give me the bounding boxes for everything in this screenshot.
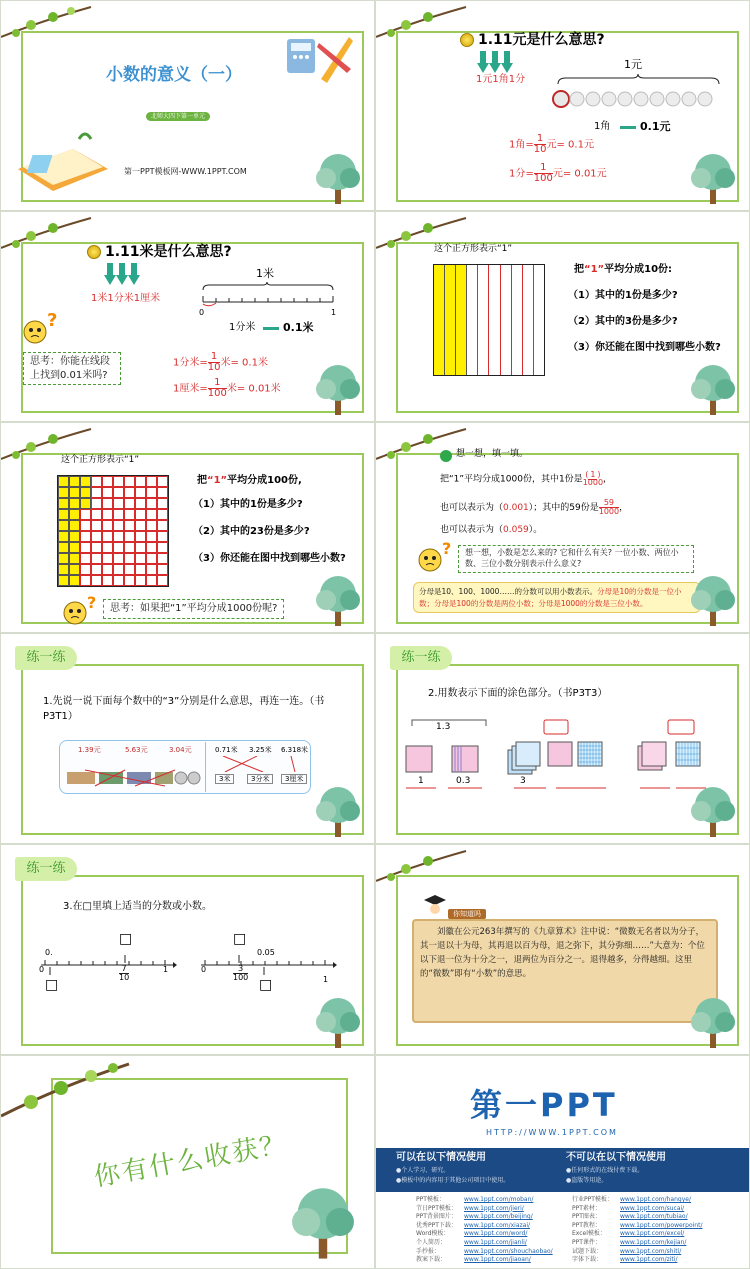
links-right-list <box>572 1196 747 1265</box>
hundredth-cell <box>58 542 69 553</box>
slide-8[interactable] <box>375 633 750 844</box>
thinking-face-icon <box>23 320 47 344</box>
resource-label: PPT模板： <box>416 1196 445 1203</box>
hundredth-cell <box>146 542 157 553</box>
resource-label: Excel模板： <box>572 1230 606 1238</box>
hundredth-cell <box>124 520 135 531</box>
slide-4[interactable] <box>375 211 750 422</box>
slide-12[interactable] <box>375 1055 750 1269</box>
hundredth-cell <box>80 509 91 520</box>
thinking-face-icon <box>418 548 442 572</box>
square-caption: 这个正方形表示“1” <box>61 455 140 465</box>
hundredth-cell <box>58 575 69 586</box>
resource-url[interactable]: www.1ppt.com/hangye/ <box>620 1196 691 1203</box>
resource-label: 手抄报： <box>416 1247 441 1255</box>
resource-url[interactable]: www.1ppt.com/shouchaobao/ <box>464 1247 553 1255</box>
resource-label: 教案下载： <box>416 1256 447 1264</box>
label-0-3: 0.3 <box>456 776 471 786</box>
hundredth-cell <box>80 476 91 487</box>
hundredth-cell <box>58 564 69 575</box>
hundredth-cell <box>91 553 102 564</box>
hundredth-cell <box>69 476 80 487</box>
hundredth-cell <box>113 498 124 509</box>
meter-value-3: 6.318米 <box>281 746 309 754</box>
hundredth-cell <box>124 575 135 586</box>
tree-decoration <box>306 994 370 1050</box>
tree-decoration <box>306 572 370 628</box>
hundredth-cell <box>113 509 124 520</box>
resource-label: PPT素材： <box>572 1204 601 1212</box>
slide-3[interactable] <box>0 211 375 422</box>
thinking-face-icon <box>63 601 87 625</box>
line-1: 把“1”平均分成1000份，其中1份是 ( 1 ) 1000 ， <box>440 470 613 487</box>
hundredth-cell <box>69 542 80 553</box>
tree-decoration <box>306 150 370 206</box>
scale-brace <box>556 73 721 85</box>
resource-link-row[interactable] <box>416 1248 566 1257</box>
slide-1[interactable] <box>0 0 375 211</box>
tenth-strip <box>534 265 544 375</box>
hundredth-cell <box>157 575 168 586</box>
hundredth-cell <box>58 553 69 564</box>
scale-label: 1米 <box>256 267 274 280</box>
hundredth-cell <box>80 520 91 531</box>
resource-url[interactable]: www.1ppt.com/excel/ <box>620 1230 685 1238</box>
hundredth-cell <box>91 531 102 542</box>
branch-decoration <box>1 1 93 43</box>
hundredth-cell <box>113 531 124 542</box>
tenths-square <box>433 264 545 376</box>
question-3: （3）你还能在图中找到哪些小数? <box>568 342 721 353</box>
hundredth-cell <box>69 498 80 509</box>
stationery-illustration <box>281 29 353 85</box>
tenth-strip <box>478 265 489 375</box>
label-3: 3 <box>520 776 526 786</box>
task-text: 1.先说一说下面每个数中的“3”分别是什么意思，再连一连。（书P3T1） <box>43 696 325 722</box>
tenth-strip <box>434 265 445 375</box>
scholar-cap-icon <box>424 893 446 915</box>
tenth-strip <box>512 265 523 375</box>
hundredth-cell <box>58 487 69 498</box>
hundredth-cell <box>58 498 69 509</box>
resource-url[interactable]: www.1ppt.com/sucai/ <box>620 1204 685 1212</box>
cannot-use-title: 不可以在以下情况使用 <box>566 1152 666 1163</box>
intro-line: 把“1”平均分成100份, <box>197 475 302 486</box>
hundredth-cell <box>102 542 113 553</box>
hundredth-cell <box>102 553 113 564</box>
question-title: 1.11元是什么意思? <box>478 32 605 48</box>
hundredth-cell <box>91 575 102 586</box>
hundredth-cell <box>157 476 168 487</box>
can-use-title: 可以在以下情况使用 <box>396 1152 486 1163</box>
panel-divider <box>205 742 206 792</box>
hundredth-cell <box>102 487 113 498</box>
hundredth-cell <box>135 531 146 542</box>
practice-badge: 练一练 <box>15 857 77 881</box>
resource-link-row[interactable] <box>572 1248 747 1257</box>
hundredth-cell <box>157 487 168 498</box>
hundredth-cell <box>124 509 135 520</box>
tenth-strip <box>467 265 478 375</box>
meter-ruler <box>199 282 339 308</box>
hundredth-cell <box>124 553 135 564</box>
label-1: 1 <box>418 776 424 786</box>
tenth-strip <box>445 265 456 375</box>
resource-url[interactable]: www.1ppt.com/jianli/ <box>464 1238 527 1246</box>
slide-7[interactable] <box>0 633 375 844</box>
summary-box: 分母是10、100、1000……的分数可以用小数表示。分母是10的分数是一位小数；分母是100的分数是两位小数；分母是1000的分数是三位小数。 <box>413 582 701 613</box>
brand-logo: 第一PPT <box>470 1086 618 1124</box>
resource-link-row[interactable] <box>416 1239 566 1248</box>
question-3: （3）你还能在图中找到哪些小数? <box>193 553 346 564</box>
match-lines <box>213 756 309 772</box>
resource-label: 试题下载： <box>572 1247 603 1255</box>
hundredth-cell <box>135 542 146 553</box>
resource-url[interactable]: www.1ppt.com/jiaoan/ <box>464 1256 531 1264</box>
number-line-1 <box>37 955 177 975</box>
resource-link-row[interactable] <box>572 1230 747 1239</box>
hundredth-cell <box>113 487 124 498</box>
hundredth-cell <box>58 509 69 520</box>
hundredth-cell <box>69 531 80 542</box>
tenth-strip <box>523 265 534 375</box>
hundredth-cell <box>69 520 80 531</box>
resource-link-row[interactable] <box>416 1230 566 1239</box>
tree-decoration <box>681 572 745 628</box>
hundredth-cell <box>58 520 69 531</box>
resource-label: PPT背景图片： <box>416 1213 457 1221</box>
line1-top-label: 0. <box>45 948 53 957</box>
hundredth-cell <box>157 542 168 553</box>
book-illustration <box>13 129 113 199</box>
resource-link-row[interactable] <box>572 1196 747 1205</box>
down-arrows-icon <box>103 263 143 285</box>
resource-label: 个人简历： <box>416 1238 447 1246</box>
hundredth-cell <box>69 575 80 586</box>
think-box: 思考：如果把“1”平均分成1000份呢? <box>103 599 284 619</box>
breakdown-label: 1米1分米1厘米 <box>91 293 161 304</box>
resource-label: 节日PPT模板： <box>416 1204 457 1212</box>
hundredth-cell <box>102 520 113 531</box>
hundredth-cell <box>135 509 146 520</box>
scale-label: 1元 <box>624 58 642 71</box>
hundredth-cell <box>124 487 135 498</box>
resource-link-row[interactable] <box>572 1213 747 1222</box>
slide-6[interactable] <box>375 422 750 633</box>
hundredth-cell <box>135 498 146 509</box>
hundredth-cell <box>91 498 102 509</box>
section-heading: 想一想，填一填。 <box>456 449 529 459</box>
question-mark-icon: ? <box>47 310 58 331</box>
hundredth-cell <box>146 487 157 498</box>
hundredth-cell <box>102 575 113 586</box>
hundredth-cell <box>91 509 102 520</box>
hundredth-cell <box>113 520 124 531</box>
tenth-strip <box>456 265 467 375</box>
did-you-know-banner: 你知道吗 <box>448 909 486 919</box>
hundredths-square <box>57 475 169 587</box>
box-top-2[interactable]: □ <box>233 931 247 947</box>
equation-2: 1分= $\frac{1}{100}$ 元= 0.01元 <box>509 162 607 184</box>
line2-one: 1 <box>323 975 329 984</box>
brand-url[interactable]: HTTP://WWW.1PPT.COM <box>486 1128 618 1137</box>
money-value-3: 3.04元 <box>169 746 192 754</box>
lesson-subtitle: 北师大四下第一单元 <box>146 112 210 121</box>
unit-box-3: 3厘米 <box>281 774 307 784</box>
links-left-list <box>416 1196 566 1265</box>
line1-fraction: $\frac{7}{10}$ <box>119 964 130 982</box>
arrow-icon <box>263 327 279 330</box>
resource-url[interactable]: www.1ppt.com/kejian/ <box>620 1238 687 1246</box>
practice-badge: 练一练 <box>15 646 77 670</box>
resource-label: Word模板： <box>416 1230 450 1238</box>
resource-url[interactable]: www.1ppt.com/beijing/ <box>464 1213 533 1221</box>
money-pictures <box>65 768 201 788</box>
lesson-title: 小数的意义（一） <box>106 65 242 85</box>
meter-value-2: 3.25米 <box>249 746 272 754</box>
slide-2[interactable] <box>375 0 750 211</box>
hundredth-cell <box>135 476 146 487</box>
breakdown-label: 1元1角1分 <box>476 74 526 85</box>
think-box: 思考：你能在线段上找到0.01米吗? <box>23 352 121 385</box>
question-mark-icon: ? <box>87 593 97 612</box>
hundredth-cell <box>157 520 168 531</box>
hundredth-cell <box>157 531 168 542</box>
tenth-strip <box>489 265 500 375</box>
unit-box-2: 3分米 <box>247 774 273 784</box>
resource-link-row[interactable] <box>416 1196 566 1205</box>
hundredth-cell <box>69 553 80 564</box>
hundredth-cell <box>124 498 135 509</box>
hundredth-cell <box>91 476 102 487</box>
branch-decoration <box>376 1 468 43</box>
can-use-item-1: ●个人学习、研究。 <box>396 1167 450 1174</box>
think-box: 想一想，小数是怎么来的? 它和什么有关? 一位小数、两位小数、三位小数分别表示什么意义? <box>458 545 694 573</box>
cannot-use-item-1: ●任何形式的在线付费下载。 <box>566 1167 644 1174</box>
hundredth-cell <box>146 509 157 520</box>
hundredth-cell <box>146 531 157 542</box>
resource-label: PPT课件： <box>572 1238 601 1246</box>
hundredth-cell <box>146 498 157 509</box>
question-2: （2）其中的3份是多少? <box>568 316 678 327</box>
hundredth-cell <box>146 476 157 487</box>
dm-prefix: 1分米 <box>229 322 256 333</box>
hundredth-cell <box>135 487 146 498</box>
money-value-1: 1.39元 <box>78 746 101 754</box>
line2-zero: 0 <box>201 965 207 974</box>
resource-link-row[interactable] <box>572 1256 747 1265</box>
hundredth-cell <box>102 564 113 575</box>
tree-decoration <box>306 361 370 417</box>
hundredth-cell <box>146 564 157 575</box>
hundredth-cell <box>91 542 102 553</box>
question-mark-icon: ? <box>442 539 452 558</box>
equation-2: 1厘米= $\frac{1}{100}$ 米= 0.01米 <box>173 377 281 399</box>
hundredth-cell <box>113 542 124 553</box>
hundredth-cell <box>113 476 124 487</box>
tree-decoration <box>681 150 745 206</box>
resource-url[interactable]: www.1ppt.com/moban/ <box>464 1196 534 1203</box>
slide-10[interactable] <box>375 844 750 1055</box>
meter-value-1: 0.71米 <box>215 746 238 754</box>
coin-bullet-icon <box>87 245 101 259</box>
question-1: （1）其中的1份是多少? <box>193 499 303 510</box>
jiao-prefix: 1角 <box>594 121 611 132</box>
equation-1: 1角= $\frac{1}{10}$ 元= 0.1元 <box>509 133 594 155</box>
hundredth-cell <box>102 509 113 520</box>
question-2: （2）其中的23份是多少? <box>193 526 310 537</box>
hundredth-cell <box>113 575 124 586</box>
task-text: 3.在□里填上适当的分数或小数。 <box>63 901 212 912</box>
hundredth-cell <box>146 553 157 564</box>
branch-decoration <box>376 845 468 887</box>
resource-link-row[interactable] <box>416 1213 566 1222</box>
tree-decoration <box>278 1182 368 1262</box>
hundredth-cell <box>80 542 91 553</box>
hundredth-cell <box>135 520 146 531</box>
resource-label: PPT图表： <box>572 1213 601 1221</box>
hundredth-cell <box>80 575 91 586</box>
hundredth-cell <box>135 553 146 564</box>
number-line-2 <box>197 955 337 975</box>
money-value-2: 5.63元 <box>125 746 148 754</box>
hundredth-cell <box>113 553 124 564</box>
hundredth-cell <box>91 564 102 575</box>
reflection-text: 你有什么收获？ <box>91 1129 291 1193</box>
resource-link-row[interactable] <box>416 1205 566 1214</box>
website-label: 第一PPT模板网-WWW.1PPT.COM <box>124 167 247 176</box>
practice-badge: 练一练 <box>390 646 452 670</box>
hundredth-cell <box>124 542 135 553</box>
resource-label: 行业PPT模板： <box>572 1196 613 1203</box>
slide-9[interactable] <box>0 844 375 1055</box>
hundredth-cell <box>102 498 113 509</box>
intro-line: 把“1”平均分成10份: <box>574 264 673 275</box>
hundredth-cell <box>135 575 146 586</box>
resource-label: 优秀PPT下载： <box>416 1221 457 1229</box>
hundredth-cell <box>58 476 69 487</box>
hundredth-cell <box>69 509 80 520</box>
line2-fraction: $\frac{3}{100}$ <box>233 964 249 982</box>
box-bottom-1[interactable]: □ <box>45 977 59 993</box>
question-1: （1）其中的1份是多少? <box>568 290 678 301</box>
question-title: 1.11米是什么意思? <box>105 244 232 260</box>
hundredth-cell <box>69 487 80 498</box>
hundredth-cell <box>157 564 168 575</box>
resource-url[interactable]: www.1ppt.com/xiazai/ <box>464 1221 531 1229</box>
box-top-1[interactable]: □ <box>119 931 133 947</box>
tree-decoration <box>306 783 370 839</box>
resource-label: PPT教程： <box>572 1221 601 1229</box>
line-3: 也可以表示为（0.059）。 <box>440 525 543 535</box>
tenth-strip <box>501 265 512 375</box>
hundredth-cell <box>157 509 168 520</box>
resource-link-row[interactable] <box>572 1205 747 1214</box>
resource-url[interactable]: www.1ppt.com/shiti/ <box>620 1247 682 1255</box>
hundredth-cell <box>80 498 91 509</box>
tick-0: 0 <box>199 308 205 317</box>
branch-decoration <box>1 1056 131 1126</box>
hundredth-cell <box>157 553 168 564</box>
hundredth-cell <box>69 564 80 575</box>
resource-url[interactable]: www.1ppt.com/word/ <box>464 1230 528 1238</box>
hundredth-cell <box>124 564 135 575</box>
hundredth-cell <box>80 487 91 498</box>
coin-bullet-icon <box>460 33 474 47</box>
line-2: 也可以表示为（0.001）；其中的59份是 $\frac{59}{1000}$ ， <box>440 498 629 516</box>
line1-zero: 0 <box>39 965 45 974</box>
line1-one: 1 <box>163 965 169 974</box>
resource-label: 字体下载： <box>572 1256 603 1264</box>
slide-5[interactable] <box>0 422 375 633</box>
task-text: 2.用数表示下面的涂色部分。（书P3T3） <box>428 688 608 699</box>
hundredth-cell <box>80 564 91 575</box>
label-top: 1.3 <box>436 722 451 732</box>
green-bullet-icon <box>440 450 452 462</box>
hundredth-cell <box>102 476 113 487</box>
jiao-value: 0.1元 <box>640 120 671 133</box>
square-caption: 这个正方形表示“1” <box>434 244 513 254</box>
down-arrows-icon <box>476 51 516 73</box>
hundredth-cell <box>102 531 113 542</box>
hundredth-cell <box>80 553 91 564</box>
equation-1: 1分米= $\frac{1}{10}$ 米= 0.1米 <box>173 351 268 373</box>
hundredth-cell <box>80 531 91 542</box>
tree-decoration <box>681 994 745 1050</box>
resource-link-row[interactable] <box>416 1256 566 1265</box>
resource-url[interactable]: www.1ppt.com/powerpoint/ <box>620 1221 703 1229</box>
slide-11[interactable] <box>0 1055 375 1269</box>
box-bottom-2[interactable]: □ <box>259 977 273 993</box>
arrow-icon <box>620 126 636 129</box>
can-use-item-2: ●模板中的内容用于其他公司项目中使用。 <box>396 1177 510 1184</box>
line2-top-label: 0.05 <box>257 948 275 957</box>
tree-decoration <box>681 361 745 417</box>
hundredth-cell <box>124 476 135 487</box>
resource-url[interactable]: www.1ppt.com/tubiao/ <box>620 1213 688 1221</box>
branch-decoration <box>1 212 93 254</box>
tree-decoration <box>681 783 745 839</box>
branch-decoration <box>376 423 468 465</box>
tick-1: 1 <box>331 308 337 317</box>
hundredth-cell <box>58 531 69 542</box>
hundredth-cell <box>124 531 135 542</box>
coins-row <box>552 89 720 109</box>
resource-link-row[interactable] <box>572 1239 747 1248</box>
hundredth-cell <box>91 487 102 498</box>
hundredth-cell <box>146 520 157 531</box>
history-text: 刘徽在公元263年撰写的《九章算术》注中说：“微数无名者以为分子，其一退以十为母，其再退以百为母，退之弥下，其分弥细……”大意为：个位以下退一位为十分之一，退两位为百分之一。退得越多，分得越细。这里的“微数”即有“小数”的意思。 <box>420 927 705 980</box>
dm-value: 0.1米 <box>283 321 314 334</box>
hundredth-cell <box>113 564 124 575</box>
hundredth-cell <box>91 520 102 531</box>
hundredth-cell <box>135 564 146 575</box>
hundredth-cell <box>146 575 157 586</box>
unit-box-1: 3米 <box>215 774 234 784</box>
resource-url[interactable]: www.1ppt.com/jieri/ <box>464 1204 524 1212</box>
cannot-use-item-2: ●盗版等用途。 <box>566 1177 608 1184</box>
hundredth-cell <box>157 498 168 509</box>
resource-url[interactable]: www.1ppt.com/ziti/ <box>620 1256 678 1264</box>
